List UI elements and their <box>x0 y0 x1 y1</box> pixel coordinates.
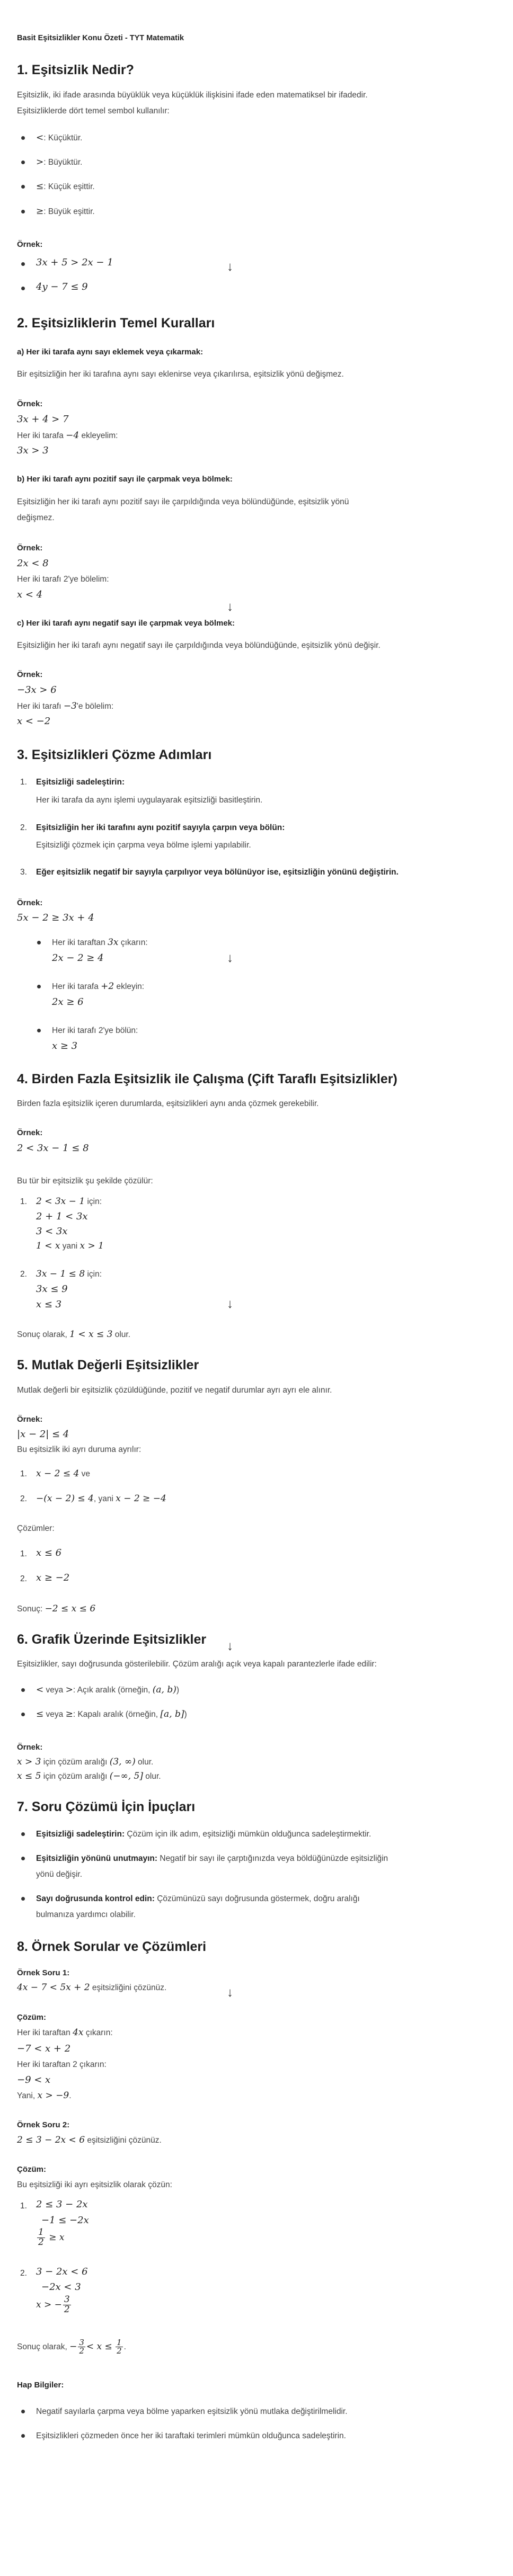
s1-bullet-3: ≤: Küçük eşittir. <box>36 181 95 192</box>
bullet <box>21 2434 25 2438</box>
s6-example-2: x ≤ 5 için çözüm aralığı (−∞, 5] olur. <box>17 1771 161 1781</box>
arrow-down-icon: ↓ <box>227 1639 233 1653</box>
s5-solution-1: x ≤ 6 <box>36 1547 62 1558</box>
section-3-heading: 3. Eşitsizlikleri Çözme Adımları <box>17 747 212 762</box>
s8-q2-case-1-step-1: −1 ≤ −2x <box>41 2215 89 2226</box>
s8-q2-solution-label: Çözüm: <box>17 2165 46 2174</box>
section-6-heading: 6. Grafik Üzerinde Eşitsizlikler <box>17 1632 207 1647</box>
s3-item-3: Her iki tarafı 2'ye bölün: <box>52 1026 138 1035</box>
bullet <box>21 1857 25 1860</box>
s2-rule-b-text-1: Eşitsizliğin her iki tarafı aynı pozitif sayı ile çarpıldığında veya bölündüğünde, eşitsizlik yönü <box>17 497 349 506</box>
s8-q1-title: Örnek Soru 1: <box>17 1968 70 1977</box>
s2-c-step: Her iki tarafı −3'e bölelim: <box>17 701 114 711</box>
document-title: Basit Eşitsizlikler Konu Özeti - TYT Matematik <box>17 34 184 42</box>
bullet <box>21 287 25 290</box>
bullet <box>21 1897 25 1901</box>
s8-q2: 2 ≤ 3 − 2x < 6 eşitsizliğini çözünüz. <box>17 2135 162 2145</box>
s3-item-2-result: 2x ≥ 6 <box>52 996 84 1008</box>
s1-example-1: 3x + 5 > 2x − 1 <box>36 257 113 268</box>
s3-step-1-title: Eşitsizliği sadeleştirin: <box>36 778 125 787</box>
s5-example-label: Örnek: <box>17 1415 43 1424</box>
s8-q1-step-2: Her iki taraftan 2 çıkarın: <box>17 2060 107 2069</box>
s7-tip-1: Eşitsizliği sadeleştirin: Çözüm için ilk adım, eşitsizliği mümkün olduğunca sadeleştirmektir. <box>36 1830 372 1839</box>
s2-example-label: Örnek: <box>17 399 43 408</box>
s8-q1-result-1: −7 < x + 2 <box>17 2043 71 2054</box>
s2-a-step: Her iki tarafa −4 ekleyelim: <box>17 430 118 441</box>
s2-example-label: Örnek: <box>17 543 43 552</box>
s3-example: 5x − 2 ≥ 3x + 4 <box>17 912 94 923</box>
s2-b-math-1: 2x < 8 <box>17 558 49 569</box>
s5-example: |x − 2| ≤ 4 <box>17 1429 69 1440</box>
s7-tip-2-cont: yönü değişir. <box>36 1870 83 1879</box>
s4-paragraph-2: Bu tür bir eşitsizlik şu şekilde çözülür: <box>17 1176 153 1186</box>
bullet <box>21 2410 25 2413</box>
s5-case-1: x − 2 ≤ 4 ve <box>36 1468 91 1479</box>
arrow-down-icon: ↓ <box>227 1297 233 1311</box>
s1-example-2: 4y − 7 ≤ 9 <box>36 281 88 292</box>
s5-solution-2: x ≥ −2 <box>36 1572 70 1583</box>
s3-step-3-title: Eğer eşitsizlik negatif bir sayıyla çarpılıyor veya bölünüyor ise, eşitsizliğin yönünü değiştirin. <box>36 868 399 877</box>
s2-rule-a-title: a) Her iki tarafa aynı sayı eklemek veya çıkarmak: <box>17 347 204 356</box>
s3-item-3-result: x ≥ 3 <box>52 1040 78 1051</box>
s8-q2-result: Sonuç olarak, − $\frac{3}{2}$ < x ≤ $\frac{1}{2}$ . <box>17 2337 126 2356</box>
s1-bullet-2: >: Büyüktür. <box>36 157 83 167</box>
s7-tip-3-cont: bulmanıza yardımcı olabilir. <box>36 1910 136 1919</box>
s3-step-2-title: Eşitsizliğin her iki tarafını aynı pozitif sayıyla çarpın veya bölün: <box>36 823 285 832</box>
s3-item-2: Her iki tarafa +2 ekleyin: <box>52 981 145 992</box>
s2-rule-b-title: b) Her iki tarafı aynı pozitif sayı ile çarpmak veya bölmek: <box>17 475 233 484</box>
s8-q2-case-2-step-1: −2x < 3 <box>41 2281 81 2293</box>
s1-bullet-1: <: Küçüktür. <box>36 132 83 143</box>
s4-paragraph: Birden fazla eşitsizlik içeren durumlarda, eşitsizlikleri aynı anda çözmek gerekebilir. <box>17 1099 319 1108</box>
s8-q1-step-1: Her iki taraftan 4x çıkarın: <box>17 2027 113 2038</box>
s4-case-1-step-1: 2 + 1 < 3x <box>36 1211 88 1222</box>
s4-result: Sonuç olarak, 1 < x ≤ 3 olur. <box>17 1329 131 1340</box>
bullet <box>37 1029 41 1032</box>
bullet <box>21 185 25 189</box>
s4-case-2-step-1: 3x ≤ 9 <box>36 1283 68 1295</box>
bullet <box>37 985 41 988</box>
s7-tip-2: Eşitsizliğin yönünü unutmayın: Negatif bir sayı ile çarptığınızda veya böldüğünüzde eşitsizliğin <box>36 1854 388 1863</box>
s4-case-1: 2 < 3x − 1 için: <box>36 1196 102 1207</box>
section-7-heading: 7. Soru Çözümü İçin İpuçları <box>17 1799 196 1814</box>
s8-tip-1: Negatif sayılarla çarpma veya bölme yaparken eşitsizlik yönü mutlaka değiştirilmelidir. <box>36 2407 348 2416</box>
s8-q1-step-3: Yani, x > −9. <box>17 2090 72 2101</box>
s2-example-label: Örnek: <box>17 670 43 679</box>
bullet <box>21 161 25 164</box>
section-4-heading: 4. Birden Fazla Eşitsizlik ile Çalışma (Çift Taraflı Eşitsizlikler) <box>17 1072 397 1086</box>
s6-example-label: Örnek: <box>17 1743 43 1752</box>
s8-q1: 4x − 7 < 5x + 2 eşitsizliğini çözünüz. <box>17 1982 167 1993</box>
s4-case-2: 3x − 1 ≤ 8 için: <box>36 1269 102 1279</box>
s6-bullet-open: < veya >: Açık aralık (örneğin, (a, b)) <box>36 1684 180 1695</box>
section-8-heading: 8. Örnek Sorular ve Çözümleri <box>17 1939 207 1954</box>
s8-q2-case-2: 3 − 2x < 6 <box>36 2266 88 2277</box>
s3-item-1-result: 2x − 2 ≥ 4 <box>52 952 104 964</box>
s6-bullet-closed: ≤ veya ≥: Kapalı aralık (örneğin, [a, b]) <box>36 1709 187 1719</box>
s5-paragraph: Mutlak değerli bir eşitsizlik çözüldüğünde, pozitif ve negatif durumlar ayrı ayrı ele alınır. <box>17 1386 332 1395</box>
s5-paragraph-2: Bu eşitsizlik iki ayrı duruma ayrılır: <box>17 1445 141 1454</box>
s1-bullet-4: ≥: Büyük eşittir. <box>36 206 95 217</box>
s2-a-math-2: 3x > 3 <box>17 445 49 456</box>
arrow-down-icon: ↓ <box>227 951 233 965</box>
section-5-heading: 5. Mutlak Değerli Eşitsizlikler <box>17 1358 199 1372</box>
s8-tips-title: Hap Bilgiler: <box>17 2381 64 2390</box>
s2-rule-b-text-2: değişmez. <box>17 513 55 522</box>
bullet <box>21 136 25 140</box>
s2-rule-c-title: c) Her iki tarafı aynı negatif sayı ile çarpmak veya bölmek: <box>17 619 235 628</box>
s4-case-2-step-2: x ≤ 3 <box>36 1299 62 1310</box>
s3-example-label: Örnek: <box>17 898 43 907</box>
s2-rule-a-text: Bir eşitsizliğin her iki tarafına aynı sayı eklenirse veya çıkarılırsa, eşitsizlik yönü değişmez. <box>17 370 344 379</box>
s8-q2-case-2-step-2: x > − $\frac{3}{2}$ <box>36 2294 70 2315</box>
arrow-down-icon: ↓ <box>227 260 233 274</box>
section-2-heading: 2. Eşitsizliklerin Temel Kuralları <box>17 316 215 331</box>
s5-solutions-label: Çözümler: <box>17 1524 55 1533</box>
bullet <box>21 1832 25 1836</box>
s8-q2-title: Örnek Soru 2: <box>17 2120 70 2129</box>
s6-paragraph: Eşitsizlikler, sayı doğrusunda gösterilebilir. Çözüm aralığı açık veya kapalı parantezlerle ifade edilir: <box>17 1660 377 1669</box>
s8-tip-2: Eşitsizlikleri çözmeden önce her iki taraftaki terimleri mümkün olduğunca sadeleştirin. <box>36 2431 346 2440</box>
s3-item-1: Her iki taraftan 3x çıkarın: <box>52 937 148 948</box>
s8-q2-case-1: 2 ≤ 3 − 2x <box>36 2199 88 2210</box>
bullet <box>21 1688 25 1692</box>
s3-step-1-desc: Her iki tarafa da aynı işlemi uygulayarak eşitsizliği basitleştirin. <box>36 796 263 805</box>
s4-case-1-step-2: 3 < 3x <box>36 1226 68 1237</box>
s4-case-1-step-3: 1 < x yani x > 1 <box>36 1241 104 1251</box>
bullet <box>21 210 25 213</box>
bullet <box>21 262 25 266</box>
s5-case-2: −(x − 2) ≤ 4, yani x − 2 ≥ −4 <box>36 1493 166 1504</box>
s8-q1-result-2: −9 < x <box>17 2074 51 2085</box>
section-1-heading: 1. Eşitsizlik Nedir? <box>17 63 134 77</box>
bullet <box>21 1713 25 1716</box>
s2-b-step: Her iki tarafı 2'ye bölelim: <box>17 575 109 584</box>
s8-q1-solution-label: Çözüm: <box>17 2013 46 2022</box>
arrow-down-icon: ↓ <box>227 600 233 614</box>
s2-c-math-1: −3x > 6 <box>17 684 57 696</box>
s2-c-math-2: x < −2 <box>17 716 51 727</box>
s2-rule-c-text: Eşitsizliğin her iki tarafı aynı negatif sayı ile çarpıldığında veya bölündüğünde, eşitsizlik yönü değişir. <box>17 641 381 650</box>
s2-a-math-1: 3x + 4 > 7 <box>17 414 69 425</box>
s3-step-2-desc: Eşitsizliği çözmek için çarpma veya bölme işlemi yapılabilir. <box>36 841 251 850</box>
s7-tip-3: Sayı doğrusunda kontrol edin: Çözümünüzü sayı doğrusunda göstermek, doğru aralığı <box>36 1894 360 1903</box>
s1-paragraph-2: Eşitsizliklerde dört temel sembol kullanılır: <box>17 106 170 115</box>
s1-paragraph-1: Eşitsizlik, iki ifade arasında büyüklük veya küçüklük ilişkisini ifade eden matematiksel bir ifadedir. <box>17 91 368 100</box>
s6-example-1: x > 3 için çözüm aralığı (3, ∞) olur. <box>17 1757 154 1767</box>
arrow-down-icon: ↓ <box>227 1985 233 2000</box>
s2-b-math-2: x < 4 <box>17 589 43 600</box>
s8-q2-paragraph: Bu eşitsizliği iki ayrı eşitsizlik olarak çözün: <box>17 2180 172 2189</box>
bullet <box>37 941 41 944</box>
s1-example-label: Örnek: <box>17 240 43 249</box>
s4-example: 2 < 3x − 1 ≤ 8 <box>17 1143 89 1154</box>
s4-example-label: Örnek: <box>17 1128 43 1137</box>
s5-result: Sonuç: −2 ≤ x ≤ 6 <box>17 1603 96 1614</box>
s8-q2-case-1-step-2: $\frac{1}{2}$ ≥ x <box>38 2227 65 2248</box>
